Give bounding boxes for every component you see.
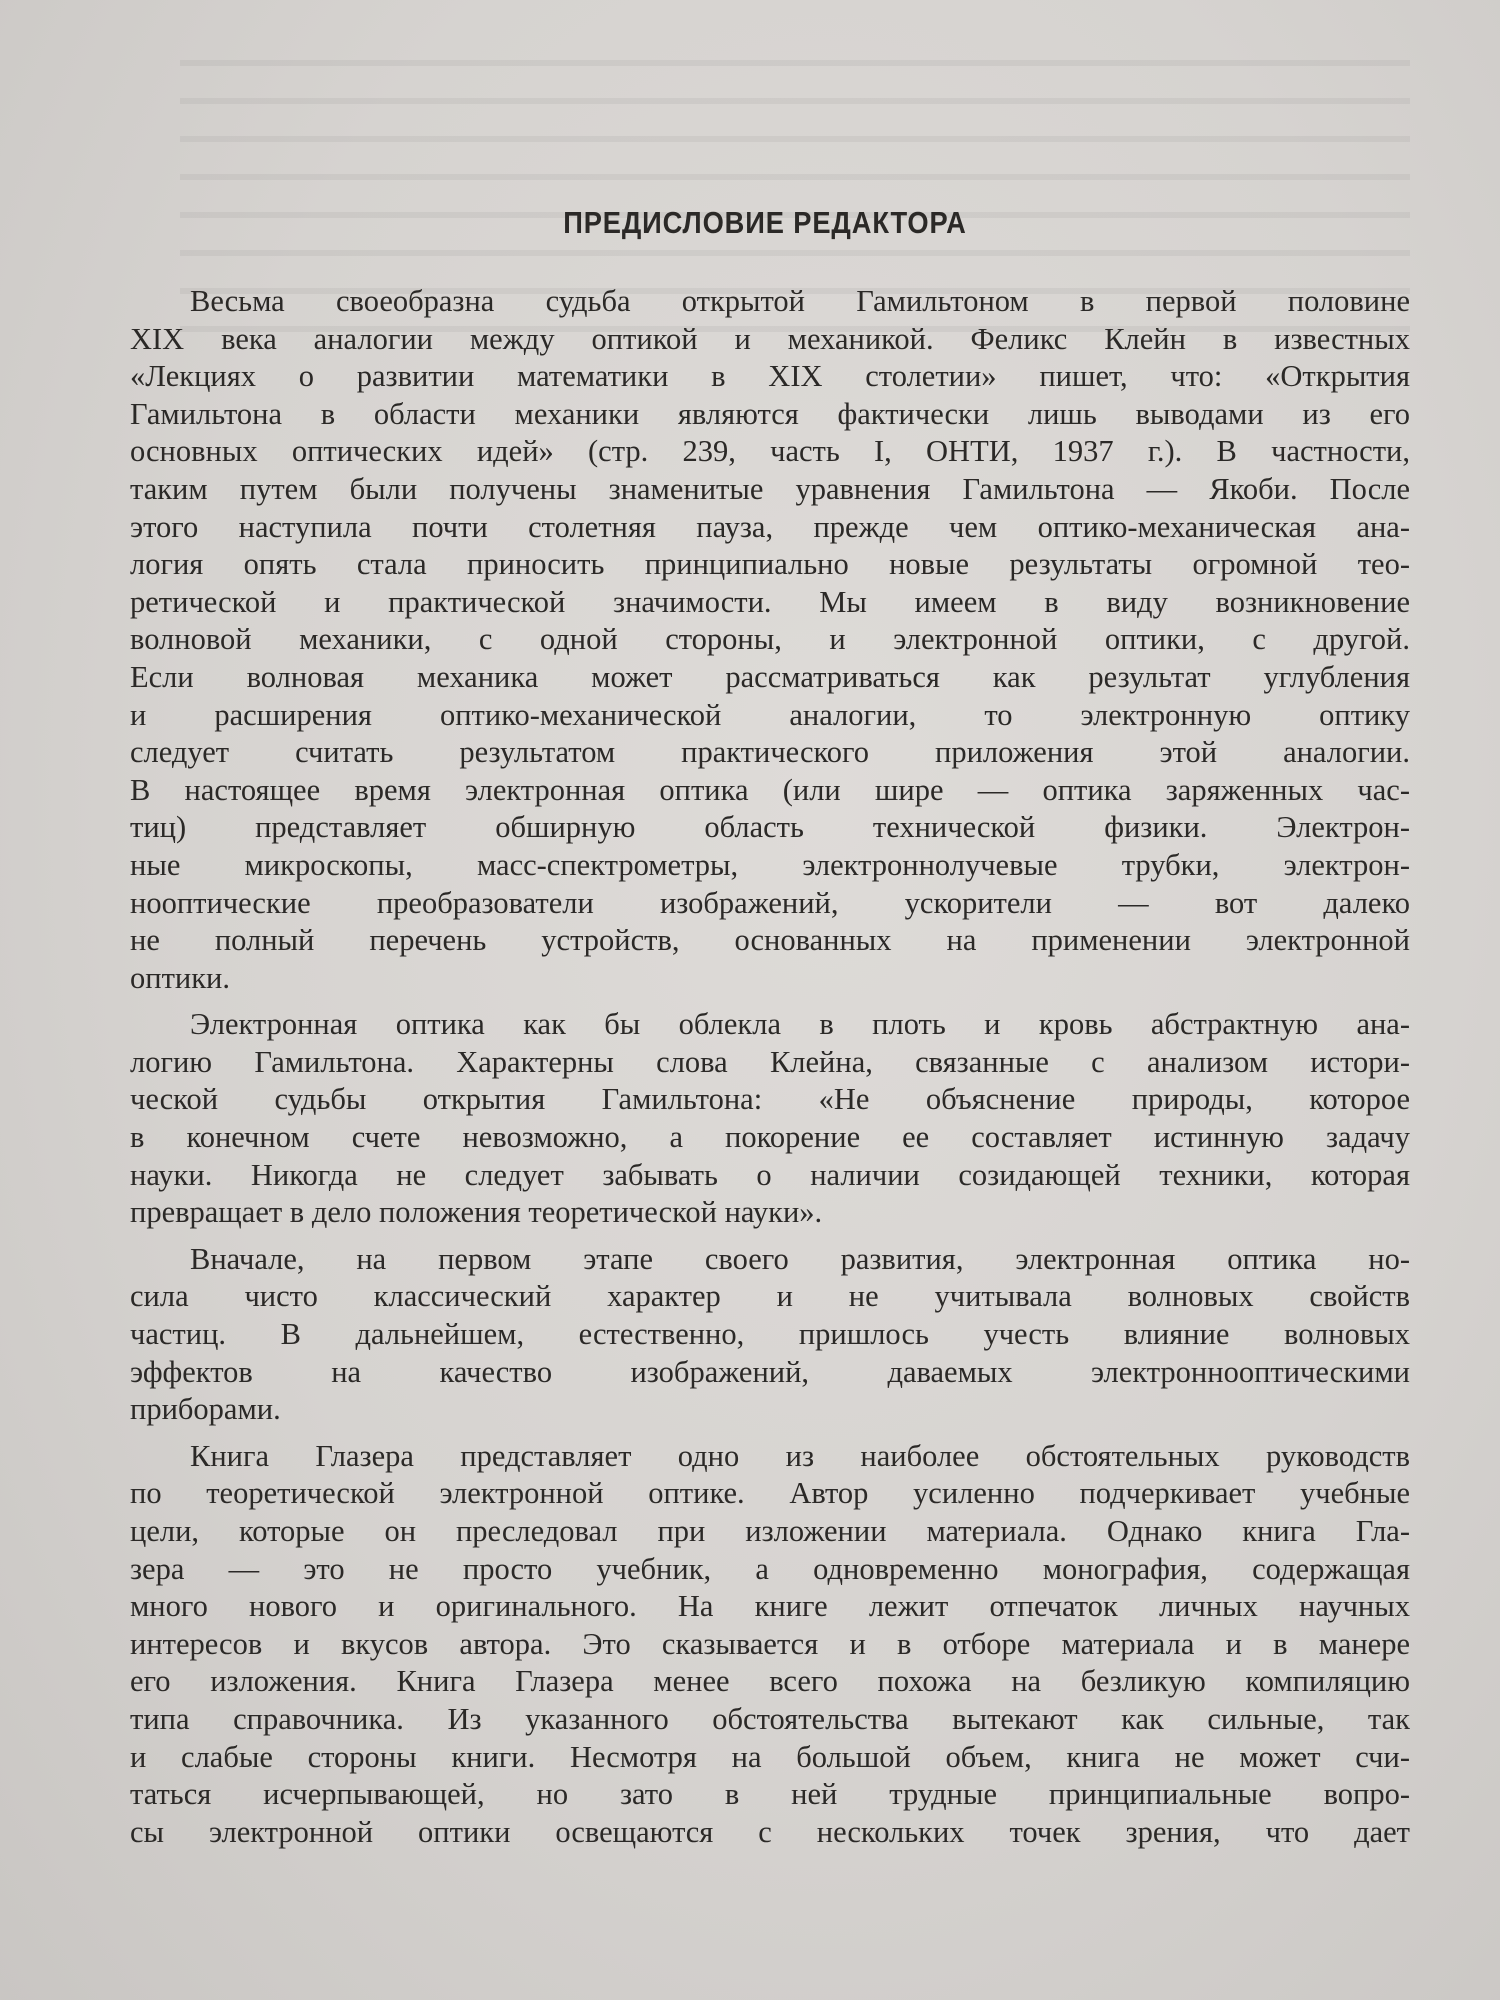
text-line: таким путем были получены знаменитые уравнения Гамильтона — Якоби. После — [130, 471, 1410, 506]
paragraph — [130, 283, 1410, 997]
text-line: «Лекциях о развитии математики в XIX столетии» пишет, что: «Открытия — [130, 359, 1410, 394]
text-line: логия опять стала приносить принципиально новые результаты огромной тео- — [130, 547, 1410, 582]
paragraph — [130, 1006, 1410, 1232]
text-line: Весьма своеобразна судьба открытой Гамильтоном в первой половине — [190, 284, 1410, 318]
text-line: много нового и оригинального. На книге лежит отпечаток личных научных — [130, 1589, 1410, 1624]
text-line: Книга Глазера представляет одно из наиболее обстоятельных руководств — [190, 1438, 1410, 1473]
text-line: сы электронной оптики освещаются с нескольких точек зрения, что дает — [130, 1814, 1410, 1849]
page-title: ПРЕДИСЛОВИЕ РЕДАКТОРА — [563, 205, 967, 240]
text-line: оптики. — [130, 960, 230, 995]
text-line: Вначале, на первом этапе своего развития, электронная оптика но- — [190, 1241, 1410, 1276]
text-line: волновой механики, с одной стороны, и электронной оптики, с другой. — [130, 622, 1410, 657]
text-line: по теоретической электронной оптике. Автор усиленно подчеркивает учебные — [130, 1476, 1410, 1511]
text-line: в конечном счете невозможно, а покорение ее составляет истинную задачу — [130, 1120, 1410, 1155]
text-line: и расширения оптико-механической аналогии, то электронную оптику — [130, 697, 1410, 732]
text-line: нооптические преобразователи изображений, ускорители — вот далеко — [130, 885, 1410, 920]
text-line: приборами. — [130, 1392, 281, 1427]
paragraph — [130, 1438, 1410, 1852]
text-line: не полный перечень устройств, основанных на применении электронной — [130, 923, 1410, 958]
text-line: Электронная оптика как бы облекла в плоть и кровь абстрактную ана- — [190, 1007, 1410, 1042]
text-line: типа справочника. Из указанного обстоятельства вытекают как сильные, так — [130, 1701, 1410, 1736]
text-line: цели, которые он преследовал при изложении материала. Однако книга Гла- — [130, 1514, 1410, 1548]
text-line: Если волновая механика может рассматриваться как результат углубления — [130, 659, 1410, 694]
text-line: ческой судьбы открытия Гамильтона: «Не объяснение природы, которое — [130, 1082, 1410, 1117]
text-line: интересов и вкусов автора. Это сказывается и в отборе материала и в манере — [130, 1626, 1410, 1661]
body-text — [130, 283, 1410, 1860]
text-line: основных оптических идей» (стр. 239, часть I, ОНТИ, 1937 г.). В частности, — [130, 434, 1410, 469]
text-line: и слабые стороны книги. Несмотря на большой объем, книга не может счи- — [130, 1739, 1410, 1774]
text-line: следует считать результатом практического приложения этой аналогии. — [130, 735, 1410, 770]
text-line: этого наступила почти столетняя пауза, прежде чем оптико-механическая ана- — [130, 509, 1410, 544]
text-line: превращает в дело положения теоретической науки». — [130, 1195, 823, 1230]
text-line: В настоящее время электронная оптика (или шире — оптика заряженных час- — [130, 772, 1410, 807]
text-line: XIX века аналогии между оптикой и механикой. Феликс Клейн в известных — [130, 321, 1410, 356]
text-line: частиц. В дальнейшем, естественно, пришлось учесть влияние волновых — [130, 1317, 1410, 1352]
text-line: ретической и практической значимости. Мы имеем в виду возникновение — [130, 584, 1410, 619]
text-line: зера — это не просто учебник, а одновременно монография, содержащая — [130, 1551, 1410, 1586]
paragraph — [130, 1241, 1410, 1429]
text-line: тиц) представляет обширную область технической физики. Электрон- — [130, 810, 1410, 845]
text-line: его изложения. Книга Глазера менее всего похожа на безликую компиляцию — [130, 1664, 1410, 1699]
text-line: ные микроскопы, масс-спектрометры, электроннолучевые трубки, электрон- — [130, 847, 1410, 882]
text-line: эффектов на качество изображений, даваемых электроннооптическими — [130, 1354, 1410, 1389]
text-line: науки. Никогда не следует забывать о наличии созидающей техники, которая — [130, 1157, 1410, 1192]
text-line: Гамильтона в области механики являются фактически лишь выводами из его — [130, 396, 1410, 431]
text-line: таться исчерпывающей, но зато в ней трудные принципиальные вопро- — [130, 1777, 1410, 1812]
text-line: сила чисто классический характер и не учитывала волновых свойств — [130, 1279, 1410, 1314]
text-line: логию Гамильтона. Характерны слова Клейна, связанные с анализом истори- — [130, 1044, 1410, 1079]
